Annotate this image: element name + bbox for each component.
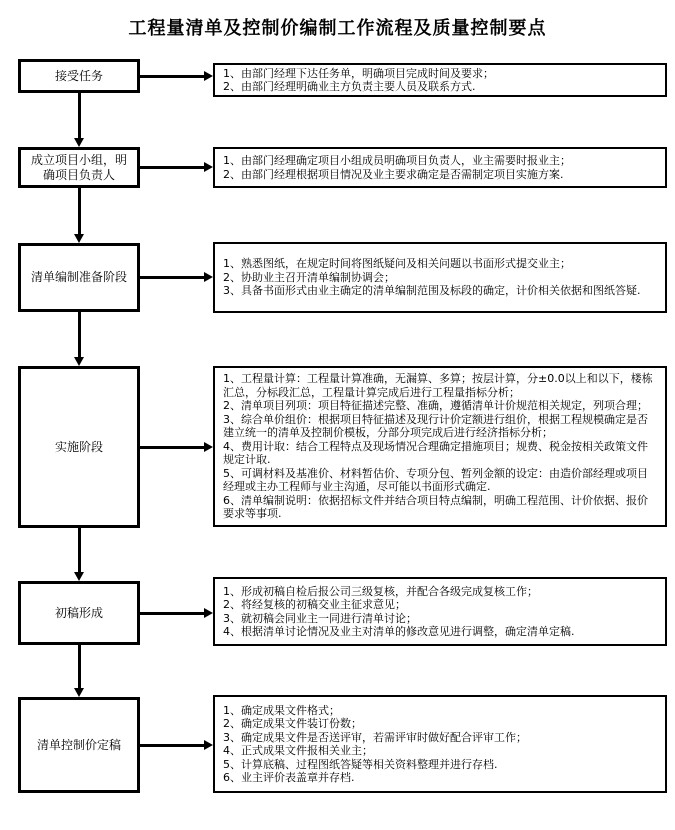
flow-step-final-control-price <box>18 697 140 793</box>
flow-step-first-draft <box>18 581 140 645</box>
flow-step-accept-task <box>18 59 140 93</box>
detail-item: 1、由部门经理确定项目小组成员明确项目负责人，业主需要时报业主； <box>223 154 571 167</box>
detail-item: 1、熟悉图纸，在规定时间将图纸疑问及相关问题以书面形式提交业主； <box>223 257 571 271</box>
detail-box-implementation <box>213 366 667 527</box>
flow-step-form-project-team <box>18 147 140 188</box>
right-arrowhead-icon <box>204 71 213 81</box>
detail-item: 2、由部门经理明确业主方负责主要人员及联系方式. <box>223 80 476 93</box>
step-label: 成立项目小组，明确项目负责人 <box>30 152 127 182</box>
connector-line <box>78 93 81 138</box>
detail-item: 3、综合单价组价：根据项目特征描述及现行计价定额进行组价，根据工程规模确定是否建立统一的清单及控制价模板，分部分项完成后进行经济指标分析； <box>223 412 648 440</box>
step-label: 接受任务 <box>54 68 103 83</box>
down-arrowhead-icon <box>74 357 84 366</box>
page-title: 工程量清单及控制价编制工作流程及质量控制要点 <box>128 18 547 39</box>
connector-line <box>78 188 81 234</box>
detail-item: 2、协助业主召开清单编制协调会； <box>223 270 395 284</box>
right-arrowhead-icon <box>204 608 213 618</box>
detail-box-first-draft <box>213 577 667 646</box>
right-arrowhead-icon <box>204 442 213 452</box>
connector-line <box>140 446 206 449</box>
detail-item: 5、可调材料及基准价、材料暂估价、专项分包、暂列金额的设定：由造价部经理或项目经理或主办工程师与业主沟通，尽可能以书面形式确定. <box>223 466 648 494</box>
connector-line <box>140 75 206 78</box>
detail-box-list-preparation <box>213 242 667 313</box>
right-arrowhead-icon <box>204 272 213 282</box>
connector-line <box>140 276 206 279</box>
flow-step-list-preparation <box>18 243 140 312</box>
flow-step-implementation <box>18 366 140 528</box>
connector-line <box>140 744 206 747</box>
step-label: 清单编制准备阶段 <box>30 270 127 284</box>
down-arrowhead-icon <box>74 234 84 243</box>
detail-box-final-control-price <box>213 695 667 793</box>
detail-item: 1、形成初稿自检后报公司三级复核，并配合各级完成复核工作； <box>223 584 538 598</box>
detail-box-accept-task <box>213 63 667 97</box>
detail-box-form-project-team <box>213 147 667 188</box>
detail-item: 2、确定成果文件装订份数； <box>223 717 362 730</box>
connector-line <box>140 166 206 169</box>
step-label: 初稿形成 <box>54 605 103 620</box>
detail-item: 1、工程量计算：工程量计算准确，无漏算、多算；按层计算，分±0.0以上和以下，楼栋汇总，分标段汇总，工程量计算完成后进行工程量指标分析； <box>223 372 653 399</box>
detail-item: 3、就初稿会同业主一同进行清单讨论； <box>223 611 417 625</box>
connector-line <box>78 528 81 572</box>
detail-item: 5、计算底稿、过程图纸答疑等相关资料整理并进行存档. <box>223 757 498 771</box>
right-arrowhead-icon <box>204 740 213 750</box>
step-label: 清单控制价定稿 <box>36 737 121 752</box>
detail-item: 3、确定成果文件是否送评审，若需评审时做好配合评审工作； <box>223 730 527 744</box>
step-label: 实施阶段 <box>54 439 103 454</box>
connector-line <box>140 612 206 615</box>
detail-item: 4、根据清单讨论情况及业主对清单的修改意见进行调整，确定清单定稿. <box>223 625 575 638</box>
detail-item: 1、确定成果文件格式； <box>223 703 340 717</box>
detail-item: 4、费用计取：结合工程特点及现场情况合理确定措施项目；规费、税金按相关政策文件规定计取. <box>223 439 648 467</box>
connector-line <box>78 645 81 688</box>
detail-item: 3、具备书面形式由业主确定的清单编制范围及标段的确定，计价相关依据和图纸答疑. <box>223 284 641 298</box>
down-arrowhead-icon <box>74 688 84 697</box>
connector-line <box>78 312 81 357</box>
detail-item: 2、将经复核的初稿交业主征求意见； <box>223 598 406 611</box>
detail-item: 6、业主评价表盖章并存档. <box>223 771 355 784</box>
detail-item: 1、由部门经理下达任务单，明确项目完成时间及要求； <box>223 66 494 80</box>
detail-item: 4、正式成果文件报相关业主； <box>223 744 373 757</box>
right-arrowhead-icon <box>204 162 213 172</box>
down-arrowhead-icon <box>74 572 84 581</box>
detail-item: 2、由部门经理根据项目情况及业主要求确定是否需制定项目实施方案. <box>223 167 564 181</box>
detail-item: 2、清单项目列项：项目特征描述完整、准确，遵循清单计价规范相关规定，列项合理； <box>223 399 648 413</box>
down-arrowhead-icon <box>74 138 84 147</box>
detail-item: 6、清单编制说明：依据招标文件并结合项目特点编制，明确工程范围、计价依据、报价要求等事项. <box>223 493 648 521</box>
